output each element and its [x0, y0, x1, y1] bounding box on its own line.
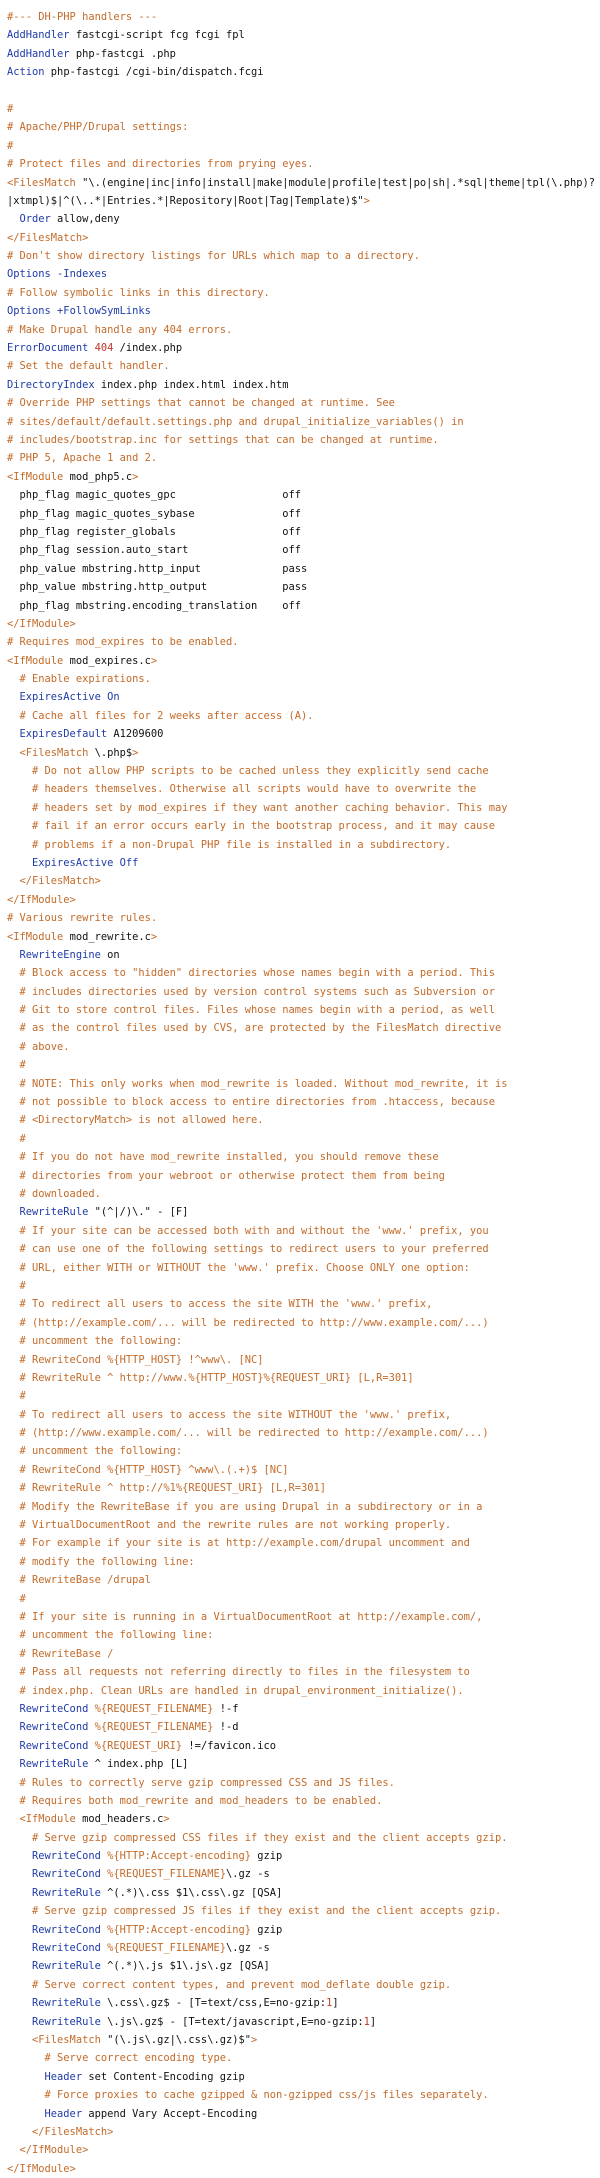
- code-token-comment: # Serve gzip compressed CSS files if they exist and the client accepts gzip.: [7, 1831, 508, 1844]
- code-token-comment: # Various rewrite rules.: [7, 912, 158, 925]
- code-line: [7, 523, 593, 541]
- code-line: [7, 229, 593, 247]
- code-token-var: %{REQUEST_URI}: [88, 1739, 183, 1752]
- code-token-comment: # uncomment the following:: [7, 1445, 183, 1458]
- code-line: [7, 1222, 593, 1240]
- code-line: [7, 1130, 593, 1148]
- code-line: [7, 1075, 593, 1093]
- code-line: [7, 652, 593, 670]
- code-line: [7, 137, 593, 155]
- code-line: [7, 2160, 593, 2178]
- code-token-comment: # If your site is running in a VirtualDocumentRoot at http://example.com/,: [7, 1610, 483, 1623]
- code-line: [7, 1976, 593, 1994]
- code-line: [7, 1332, 593, 1350]
- code-token-text: php_flag magic_quotes_sybase off: [7, 507, 302, 520]
- code-line: [7, 1038, 593, 1056]
- code-token-comment: # Requires both mod_rewrite and mod_headers to be enabled.: [7, 1794, 383, 1807]
- code-line: [7, 891, 593, 909]
- code-token-comment: # modify the following line:: [7, 1555, 195, 1568]
- code-line: [7, 1626, 593, 1644]
- code-token-kw: RewriteRule: [7, 2015, 101, 2028]
- code-token-text: php_value mbstring.http_input pass: [7, 562, 308, 575]
- code-line: [7, 707, 593, 725]
- code-token-text: \.php$: [88, 746, 133, 759]
- code-token-comment: # To redirect all users to access the site WITHOUT the 'www.' prefix,: [7, 1408, 452, 1421]
- code-line: [7, 26, 593, 44]
- code-token-kw: AddHandler: [7, 29, 70, 42]
- code-token-comment: # problems if a non-Drupal PHP file is installed in a subdirectory.: [7, 838, 452, 851]
- code-token-var: %{HTTP:Accept-encoding}: [100, 1923, 251, 1936]
- code-token-comment: # fail if an error occurs early in the bootstrap process, and it may cause: [7, 820, 495, 833]
- code-token-comment: # VirtualDocumentRoot and the rewrite rules are not working properly.: [7, 1519, 452, 1532]
- code-line: [7, 670, 593, 688]
- code-token-text: |xtmpl)$|^(\..*|Entries.*|Repository|Root|Tag|Template)$": [7, 194, 364, 207]
- code-line: [7, 468, 593, 486]
- code-line: [7, 872, 593, 890]
- code-line: [7, 1939, 593, 1957]
- code-line: [7, 1921, 593, 1939]
- code-line: [7, 486, 593, 504]
- code-line: [7, 100, 593, 118]
- code-token-kw: Off: [113, 856, 139, 869]
- code-line: [7, 1424, 593, 1442]
- code-token-text: fastcgi-script fcg fcgi fpl: [69, 29, 245, 42]
- code-token-text: mod_php5.c: [63, 470, 133, 483]
- code-token-kw: AddHandler: [7, 47, 70, 60]
- code-token-text: /index.php: [113, 342, 183, 355]
- code-line: [7, 946, 593, 964]
- code-token-tag: </IfModule>: [7, 893, 76, 906]
- code-line: [7, 376, 593, 394]
- code-token-comment: # Serve correct content types, and prevent mod_deflate double gzip.: [7, 1978, 452, 1991]
- code-token-comment: # Protect files and directories from prying eyes.: [7, 158, 314, 171]
- code-line: [7, 1534, 593, 1552]
- code-token-kw: Order: [7, 213, 51, 226]
- code-line: [7, 1718, 593, 1736]
- code-line: [7, 192, 593, 210]
- code-line: [7, 302, 593, 320]
- code-token-kw: ExpiresActive: [7, 856, 114, 869]
- code-line: [7, 1259, 593, 1277]
- code-line: [7, 817, 593, 835]
- code-line: [7, 1295, 593, 1313]
- code-line: [7, 1755, 593, 1773]
- code-line: [7, 1351, 593, 1369]
- code-token-comment: # URL, either WITH or WITHOUT the 'www.' prefix. Choose ONLY one option:: [7, 1261, 470, 1274]
- code-token-text: allow,deny: [50, 213, 120, 226]
- code-line: [7, 284, 593, 302]
- code-line: [7, 1461, 593, 1479]
- code-token-kw: RewriteRule: [7, 1206, 89, 1219]
- code-token-text: ^(.*)\.js $1\.js\.gz [QSA]: [100, 1960, 270, 1973]
- code-line: [7, 1884, 593, 1902]
- code-line: [7, 1737, 593, 1755]
- code-token-text: on: [100, 948, 120, 961]
- code-token-tag: </FilesMatch>: [7, 231, 89, 244]
- code-line: [7, 2049, 593, 2067]
- code-token-kw: Header: [7, 2107, 83, 2120]
- code-token-text: \.css\.gz$ - [T=text/css,E=no-gzip:: [100, 1997, 327, 2010]
- code-token-kw: RewriteRule: [7, 1758, 89, 1771]
- code-line: [7, 541, 593, 559]
- code-line: [7, 118, 593, 136]
- code-token-comment: # Enable expirations.: [7, 673, 151, 686]
- code-token-comment: # (http://www.example.com/... will be redirected to http://example.com/...): [7, 1427, 489, 1440]
- code-line: [7, 1865, 593, 1883]
- code-token-comment: # sites/default/default.settings.php and drupal_initialize_variables() in: [7, 415, 464, 428]
- code-token-comment: # RewriteRule ^ http://www.%{HTTP_HOST}%{REQUEST_URI} [L,R=301]: [7, 1371, 414, 1384]
- code-token-text: gzip: [250, 1850, 283, 1863]
- code-line: [7, 174, 596, 192]
- code-token-comment: #: [7, 1279, 26, 1292]
- code-token-comment: # Serve gzip compressed JS files if they exist and the client accepts gzip.: [7, 1905, 502, 1918]
- code-token-comment: # Rules to correctly serve gzip compressed CSS and JS files.: [7, 1776, 395, 1789]
- code-token-kw: RewriteEngine: [7, 948, 101, 961]
- code-token-comment: # headers themselves. Otherwise all scripts would have to overwrite the: [7, 783, 477, 796]
- code-line: [7, 413, 593, 431]
- code-token-text: "\.(engine|inc|info|install|make|module|profile|test|po|sh|.*sql|theme|tpl(\.php)?: [75, 176, 596, 189]
- code-token-var: %{REQUEST_FILENAME}: [100, 1868, 226, 1881]
- code-token-comment: # If you do not have mod_rewrite installed, you should remove these: [7, 1151, 439, 1164]
- code-token-text: "(\.js\.gz|\.css\.gz)$": [100, 2033, 251, 2046]
- code-token-kw: RewriteCond: [7, 1739, 89, 1752]
- code-token-comment: # index.php. Clean URLs are handled in drupal_environment_initialize().: [7, 1684, 464, 1697]
- code-token-num: 1: [326, 1997, 333, 2010]
- code-token-comment: # Git to store control files. Files whose names begin with a period, as well: [7, 1004, 495, 1017]
- code-token-comment: # RewriteCond %{HTTP_HOST} !^www\. [NC]: [7, 1353, 264, 1366]
- code-line: [7, 321, 593, 339]
- code-token-var: %{REQUEST_FILENAME}: [88, 1721, 214, 1734]
- code-token-tag: <IfModule: [7, 930, 64, 943]
- code-token-comment: # <DirectoryMatch> is not allowed here.: [7, 1114, 264, 1127]
- code-line: [7, 560, 593, 578]
- code-token-text: mod_headers.c: [75, 1813, 164, 1826]
- code-line: [7, 780, 593, 798]
- code-token-comment: # Make Drupal handle any 404 errors.: [7, 323, 233, 336]
- code-line: [7, 1240, 593, 1258]
- code-line: [7, 2013, 593, 2031]
- code-line: [7, 431, 593, 449]
- code-token-tag: <FilesMatch: [7, 2033, 101, 2046]
- code-token-comment: #: [7, 1390, 26, 1403]
- code-token-var: %{REQUEST_FILENAME}: [100, 1942, 226, 1955]
- code-token-comment: # can use one of the following settings to redirect users to your preferred: [7, 1243, 489, 1256]
- code-token-kw: RewriteCond: [7, 1850, 101, 1863]
- code-line: [7, 799, 593, 817]
- code-line: [7, 1001, 593, 1019]
- code-token-text: ^(.*)\.css $1\.css\.gz [QSA]: [100, 1886, 283, 1899]
- code-line: [7, 45, 593, 63]
- code-token-comment: # Pass all requests not referring directly to files in the filesystem to: [7, 1666, 470, 1679]
- code-token-text: append Vary Accept-Encoding: [82, 2107, 258, 2120]
- code-token-text: php_value mbstring.http_output pass: [7, 581, 308, 594]
- code-token-kw: Options: [7, 305, 51, 318]
- code-line: [7, 394, 593, 412]
- code-line: [7, 1406, 593, 1424]
- code-token-kw: ExpiresActive: [7, 691, 101, 704]
- code-line: [7, 1093, 593, 1111]
- code-token-comment: # Block access to "hidden" directories whose names begin with a period. This: [7, 967, 495, 980]
- code-line: [7, 1369, 593, 1387]
- code-token-comment: # Cache all files for 2 weeks after access (A).: [7, 709, 314, 722]
- code-line: [7, 210, 593, 228]
- code-token-kw: DirectoryIndex: [7, 378, 95, 391]
- code-line: [7, 1314, 593, 1332]
- code-token-comment: #: [7, 1132, 26, 1145]
- code-token-kw: RewriteCond: [7, 1721, 89, 1734]
- code-token-comment: # To redirect all users to access the site WITH the 'www.' prefix,: [7, 1298, 433, 1311]
- code-token-comment: #: [7, 102, 14, 115]
- code-token-comment: # uncomment the following line:: [7, 1629, 214, 1642]
- code-line: [7, 357, 593, 375]
- code-token-tag: >: [132, 470, 139, 483]
- code-line: [7, 63, 593, 81]
- code-token-comment: # (http://example.com/... will be redirected to http://www.example.com/...): [7, 1316, 489, 1329]
- code-token-text: mod_expires.c: [63, 654, 151, 667]
- code-token-text: php_flag register_globals off: [7, 525, 302, 538]
- code-token-comment: # NOTE: This only works when mod_rewrite is loaded. Without mod_rewrite, it is: [7, 1077, 508, 1090]
- code-token-tag: <IfModule: [7, 470, 64, 483]
- code-line: [7, 909, 593, 927]
- code-token-kw: RewriteCond: [7, 1942, 101, 1955]
- code-line: [7, 762, 593, 780]
- code-token-text: php_flag session.auto_start off: [7, 544, 302, 557]
- code-token-kw: RewriteRule: [7, 1997, 101, 2010]
- code-line: [7, 1387, 593, 1405]
- code-line: [7, 2123, 593, 2141]
- code-token-comment: # Follow symbolic links in this directory.: [7, 286, 270, 299]
- code-token-text: gzip: [250, 1923, 283, 1936]
- code-line: [7, 2031, 593, 2049]
- code-token-tag: >: [363, 194, 370, 207]
- code-token-comment: # downloaded.: [7, 1188, 101, 1200]
- code-line: [7, 983, 593, 1001]
- code-token-comment: # Set the default handler.: [7, 360, 170, 373]
- code-line: [7, 8, 593, 26]
- code-token-text: !-f: [213, 1702, 239, 1715]
- code-token-tag: </FilesMatch>: [7, 2125, 114, 2138]
- code-token-tag: <IfModule: [7, 654, 64, 667]
- code-token-var: %{HTTP:Accept-encoding}: [100, 1850, 251, 1863]
- code-token-kw: RewriteCond: [7, 1702, 89, 1715]
- code-token-kw: +FollowSymLinks: [50, 305, 151, 318]
- code-line: [7, 82, 593, 100]
- code-line: [7, 1203, 593, 1221]
- code-line: [7, 1994, 593, 2012]
- code-token-kw: RewriteCond: [7, 1923, 101, 1936]
- code-token-tag: >: [250, 2033, 258, 2046]
- code-line: [7, 1700, 593, 1718]
- code-line: [7, 2086, 593, 2104]
- code-token-kw: ErrorDocument: [7, 342, 89, 355]
- code-token-comment: #--- DH-PHP handlers ---: [7, 11, 158, 23]
- code-token-var: %{REQUEST_FILENAME}: [88, 1702, 214, 1715]
- code-token-comment: # PHP 5, Apache 1 and 2.: [7, 452, 158, 465]
- code-line: [7, 265, 593, 283]
- code-token-tag: <FilesMatch: [7, 746, 89, 759]
- code-token-kw: Options: [7, 268, 51, 281]
- code-line: [7, 744, 593, 762]
- code-token-text: A1209600: [107, 728, 164, 741]
- code-token-text: \.gz -s: [225, 1942, 270, 1955]
- code-token-comment: # Apache/PHP/Drupal settings:: [7, 121, 189, 134]
- code-token-comment: # Do not allow PHP scripts to be cached unless they explicitly send cache: [7, 765, 489, 778]
- code-token-comment: # directories from your webroot or otherwise protect them from being: [7, 1169, 445, 1182]
- code-token-kw: RewriteCond: [7, 1868, 101, 1881]
- code-token-text: ^ index.php [L]: [88, 1758, 189, 1771]
- code-line: [7, 1111, 593, 1129]
- code-line: [7, 964, 593, 982]
- code-token-comment: # Override PHP settings that cannot be changed at runtime. See: [7, 397, 395, 410]
- code-line: [7, 1277, 593, 1295]
- code-token-text: "(^|/)\." - [F]: [88, 1206, 189, 1219]
- code-line: [7, 1847, 593, 1865]
- code-line: [7, 1148, 593, 1166]
- code-token-tag: </IfModule>: [7, 2144, 89, 2157]
- code-token-comment: # as the control files used by CVS, are protected by the FilesMatch directive: [7, 1022, 502, 1035]
- code-line: [7, 1663, 593, 1681]
- code-token-text: !=/favicon.ico: [182, 1739, 277, 1752]
- code-line: [7, 836, 593, 854]
- code-token-comment: # includes/bootstrap.inc for settings that can be changed at runtime.: [7, 433, 439, 446]
- code-token-text: mod_rewrite.c: [63, 930, 151, 943]
- code-line: [7, 597, 593, 615]
- code-line: [7, 1682, 593, 1700]
- code-token-comment: # includes directories used by version control systems such as Subversion or: [7, 985, 495, 998]
- code-line: [7, 247, 593, 265]
- code-line: [7, 2105, 593, 2123]
- code-token-text: index.php index.html index.htm: [94, 378, 289, 391]
- code-line: [7, 339, 593, 357]
- code-token-comment: # above.: [7, 1040, 70, 1053]
- code-token-tag: >: [132, 746, 139, 759]
- code-line: [7, 1516, 593, 1534]
- code-line: [7, 1479, 593, 1497]
- code-token-text: php-fastcgi .php: [69, 47, 176, 60]
- code-token-kw: RewriteRule: [7, 1886, 101, 1899]
- code-token-comment: # uncomment the following:: [7, 1335, 183, 1348]
- code-token-tag: <IfModule: [7, 1813, 76, 1826]
- code-token-text: set Content-Encoding gzip: [82, 2070, 245, 2083]
- code-token-tag: >: [150, 654, 158, 667]
- code-line: [7, 1498, 593, 1516]
- code-line: [7, 1167, 593, 1185]
- code-line: [7, 1829, 593, 1847]
- code-line: [7, 1792, 593, 1810]
- code-token-text: php_flag magic_quotes_gpc off: [7, 489, 302, 502]
- code-token-comment: # Force proxies to cache gzipped & non-gzipped css/js files separately.: [7, 2089, 489, 2102]
- code-line: [7, 1056, 593, 1074]
- code-line: [7, 1957, 593, 1975]
- code-token-tag: >: [150, 930, 158, 943]
- code-token-comment: # Don't show directory listings for URLs which map to a directory.: [7, 250, 420, 263]
- code-line: [7, 1902, 593, 1920]
- code-token-kw: On: [100, 691, 120, 704]
- code-token-comment: #: [7, 1592, 26, 1605]
- code-line: [7, 1608, 593, 1626]
- code-token-kw: RewriteRule: [7, 1960, 101, 1973]
- code-line: [7, 155, 593, 173]
- code-line: [7, 725, 593, 743]
- code-token-text: !-d: [213, 1721, 239, 1734]
- code-token-text: php-fastcgi /cgi-bin/dispatch.fcgi: [44, 66, 264, 79]
- code-token-tag: </IfModule>: [7, 617, 76, 630]
- code-line: [7, 928, 593, 946]
- code-token-kw: Action: [7, 66, 45, 79]
- code-token-tag: </FilesMatch>: [7, 875, 101, 888]
- code-token-tag: </IfModule>: [7, 2162, 76, 2175]
- code-token-comment: #: [7, 139, 14, 152]
- code-line: [7, 854, 593, 872]
- code-token-tag: <FilesMatch: [7, 176, 76, 189]
- code-token-comment: #: [7, 1059, 26, 1072]
- code-line: [7, 578, 593, 596]
- code-token-tag: >: [163, 1813, 170, 1826]
- code-line: [7, 1185, 593, 1203]
- code-line: [7, 2068, 593, 2086]
- code-token-num: 404: [88, 342, 114, 355]
- code-token-comment: # RewriteRule ^ http://%1%{REQUEST_URI} [L,R=301]: [7, 1482, 327, 1495]
- code-token-kw: -Indexes: [50, 268, 108, 281]
- code-line: [7, 1442, 593, 1460]
- code-token-text: ]: [369, 2015, 377, 2028]
- code-token-comment: # RewriteBase /drupal: [7, 1574, 151, 1587]
- code-line: [7, 2141, 593, 2159]
- code-token-text: php_flag mbstring.encoding_translation off: [7, 599, 302, 612]
- code-token-comment: # Modify the RewriteBase if you are using Drupal in a subdirectory or in a: [7, 1500, 483, 1513]
- code-line: [7, 633, 593, 651]
- code-line: [7, 1810, 593, 1828]
- code-line: [7, 449, 593, 467]
- code-line: [7, 1774, 593, 1792]
- code-token-kw: ExpiresDefault: [7, 728, 108, 741]
- code-token-comment: # Requires mod_expires to be enabled.: [7, 636, 239, 649]
- code-token-comment: # not possible to block access to entire directories from .htaccess, because: [7, 1096, 495, 1109]
- code-token-comment: # RewriteBase /: [7, 1647, 114, 1660]
- code-token-comment: # RewriteCond %{HTTP_HOST} ^www\.(.+)$ [NC]: [7, 1463, 289, 1476]
- code-line: [7, 688, 593, 706]
- code-line: [7, 1571, 593, 1589]
- code-line: [7, 505, 593, 523]
- code-line: [7, 1553, 593, 1571]
- code-token-comment: # Serve correct encoding type.: [7, 2052, 233, 2065]
- code-token-text: \.js\.gz$ - [T=text/javascript,E=no-gzip:: [100, 2015, 364, 2028]
- code-token-text: ]: [332, 1997, 339, 2010]
- code-line: [7, 1590, 593, 1608]
- code-token-comment: # headers set by mod_expires if they want another caching behavior. This may: [7, 801, 508, 814]
- code-token-comment: # If your site can be accessed both with and without the 'www.' prefix, you: [7, 1224, 489, 1237]
- code-token-num: 1: [363, 2015, 370, 2028]
- code-line: [7, 1645, 593, 1663]
- code-token-comment: # For example if your site is at http://example.com/drupal uncomment and: [7, 1537, 470, 1550]
- code-token-text: \.gz -s: [225, 1868, 270, 1881]
- code-token-kw: Header: [7, 2070, 83, 2083]
- code-line: [7, 1019, 593, 1037]
- code-line: [7, 615, 593, 633]
